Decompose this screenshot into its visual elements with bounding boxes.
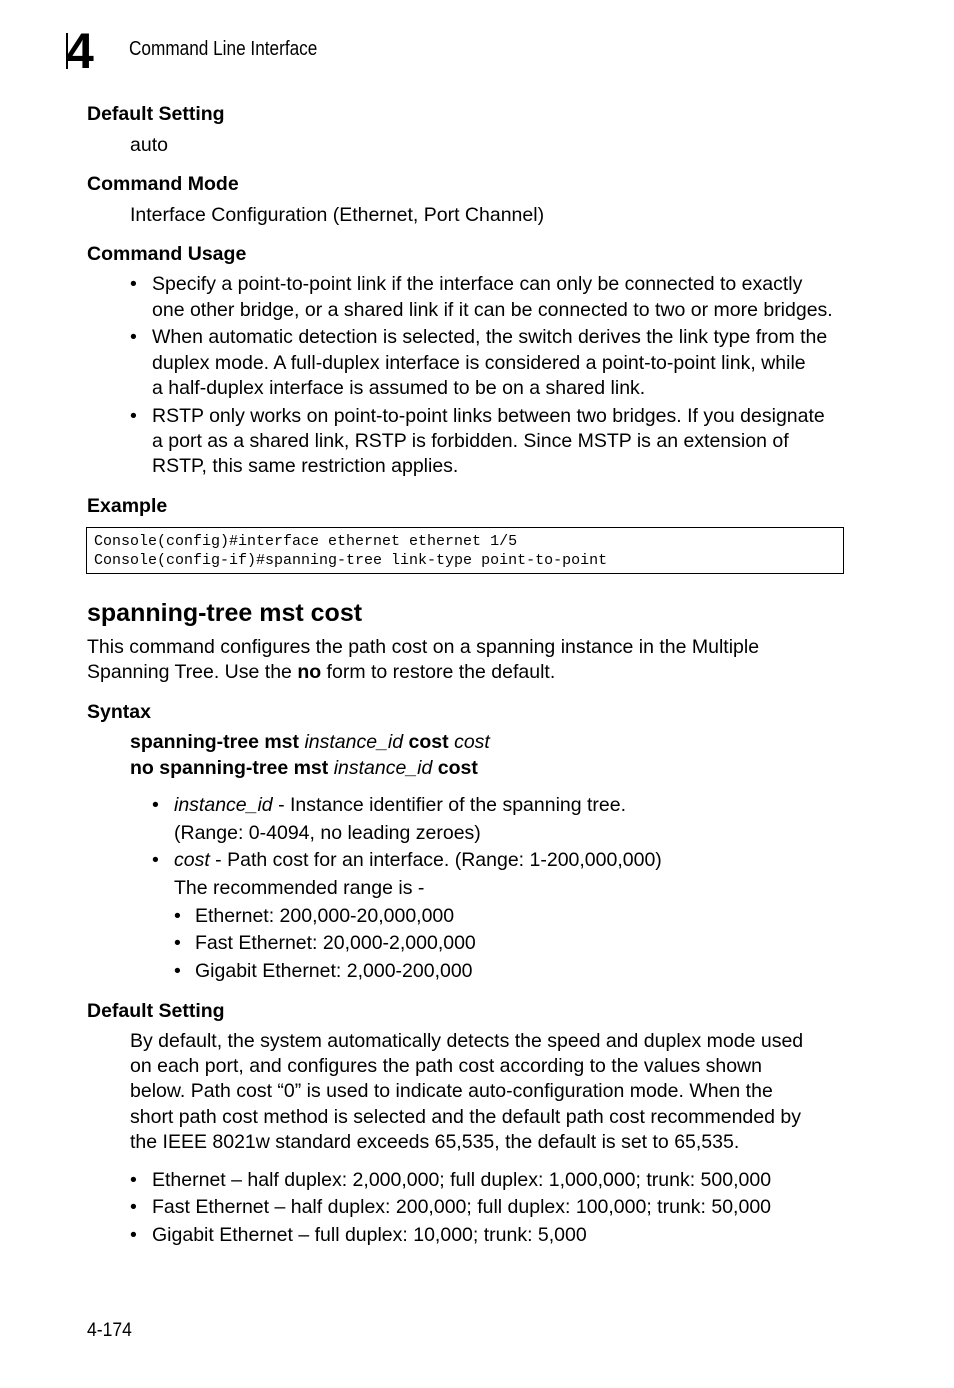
param-cost <box>174 849 662 872</box>
bullet-marker: • <box>130 273 137 295</box>
param-cost-note: The recommended range is - <box>174 877 425 899</box>
default-paragraph-line-1: By default, the system automatically detects the speed and duplex mode used <box>130 1030 804 1052</box>
usage-bullet-3-line-1: RSTP only works on point-to-point links between two bridges. If you designate <box>152 405 825 427</box>
code-line-1: Console(config)#interface ethernet ethernet 1/5 <box>94 533 518 550</box>
default-setting-heading: Default Setting <box>87 103 225 125</box>
param-instance-id-name: instance_id <box>174 794 273 816</box>
usage-bullet-1-line-2: one other bridge, or a shared link if it can be connected to two or more bridges. <box>152 299 833 321</box>
command-mode-value: Interface Configuration (Ethernet, Port Channel) <box>130 204 545 226</box>
default-paragraph-line-2: on each port, and configures the path cost according to the values shown <box>130 1055 762 1077</box>
param-cost-name: cost <box>174 849 210 871</box>
command-usage-heading: Command Usage <box>87 243 247 265</box>
chapter-number: 4 <box>66 23 92 79</box>
syntax-1-cost-keyword: cost <box>408 731 449 753</box>
bullet-marker: • <box>174 905 181 927</box>
command-mode-heading: Command Mode <box>87 173 239 195</box>
syntax-1-instance-param: instance_id <box>304 731 404 753</box>
intro-line-2-no-keyword: no <box>297 661 322 683</box>
bullet-marker: • <box>130 1196 137 1218</box>
section-title: spanning-tree mst cost <box>87 599 363 627</box>
bullet-marker: • <box>130 1224 137 1246</box>
default-setting-value: auto <box>130 134 168 156</box>
range-fast-ethernet: Fast Ethernet: 20,000-2,000,000 <box>195 932 476 954</box>
intro-line-2-post: form to restore the default. <box>321 661 556 683</box>
range-gigabit-ethernet: Gigabit Ethernet: 2,000-200,000 <box>195 960 473 982</box>
bullet-marker: • <box>174 932 181 954</box>
mst-default-setting-heading: Default Setting <box>87 1000 225 1022</box>
intro-line-1: This command configures the path cost on a spanning instance in the Multiple <box>87 636 760 658</box>
syntax-2-command: no spanning-tree mst <box>130 757 329 779</box>
usage-bullet-1-line-1: Specify a point-to-point link if the interface can only be connected to exactly <box>152 273 803 295</box>
code-line-2: Console(config-if)#spanning-tree link-type point-to-point <box>94 552 608 569</box>
default-cost-ethernet: Ethernet – half duplex: 2,000,000; full duplex: 1,000,000; trunk: 500,000 <box>152 1169 772 1191</box>
bullet-marker: • <box>130 326 137 348</box>
bullet-marker: • <box>130 405 137 427</box>
bullet-marker: • <box>152 794 159 816</box>
usage-bullet-3-line-3: RSTP, this same restriction applies. <box>152 455 459 477</box>
syntax-heading: Syntax <box>87 701 151 723</box>
syntax-2-cost-keyword: cost <box>437 757 478 779</box>
bullet-marker: • <box>130 1169 137 1191</box>
running-header-title: Command Line Interface <box>129 38 318 60</box>
example-heading: Example <box>87 495 168 517</box>
param-instance-id-range: (Range: 0-4094, no leading zeroes) <box>174 822 481 844</box>
usage-bullet-2-line-1: When automatic detection is selected, the switch derives the link type from the <box>152 326 828 348</box>
param-instance-id <box>174 794 626 817</box>
default-cost-fast-ethernet: Fast Ethernet – half duplex: 200,000; full duplex: 100,000; trunk: 50,000 <box>152 1196 772 1218</box>
intro-line-2 <box>87 661 555 684</box>
syntax-1-cost-param: cost <box>454 731 490 753</box>
usage-bullet-3-line-2: a port as a shared link, RSTP is forbidden. Since MSTP is an extension of <box>152 430 789 452</box>
syntax-1-command: spanning-tree mst <box>130 731 300 753</box>
param-instance-id-desc: - Instance identifier of the spanning tree. <box>272 794 627 816</box>
usage-bullet-2-line-2: duplex mode. A full-duplex interface is considered a point-to-point link, while <box>152 352 806 374</box>
param-cost-desc: - Path cost for an interface. (Range: 1-200,000,000) <box>209 849 662 871</box>
range-ethernet: Ethernet: 200,000-20,000,000 <box>195 905 455 927</box>
default-cost-gigabit-ethernet: Gigabit Ethernet – full duplex: 10,000; trunk: 5,000 <box>152 1224 587 1246</box>
syntax-line-2 <box>130 757 478 780</box>
intro-line-2-pre: Spanning Tree. Use the <box>87 661 298 683</box>
code-example-box <box>86 527 844 574</box>
bullet-marker: • <box>152 849 159 871</box>
usage-bullet-2-line-3: a half-duplex interface is assumed to be on a shared link. <box>152 377 646 399</box>
default-paragraph-line-4: short path cost method is selected and the default path cost recommended by <box>130 1106 801 1128</box>
default-paragraph-line-5: the IEEE 8021w standard exceeds 65,535, the default is set to 65,535. <box>130 1131 740 1153</box>
syntax-2-instance-param: instance_id <box>333 757 433 779</box>
bullet-marker: • <box>174 960 181 982</box>
page-number: 4-174 <box>87 1319 132 1341</box>
default-paragraph-line-3: below. Path cost “0” is used to indicate auto-configuration mode. When the <box>130 1080 773 1102</box>
syntax-line-1 <box>130 731 490 754</box>
